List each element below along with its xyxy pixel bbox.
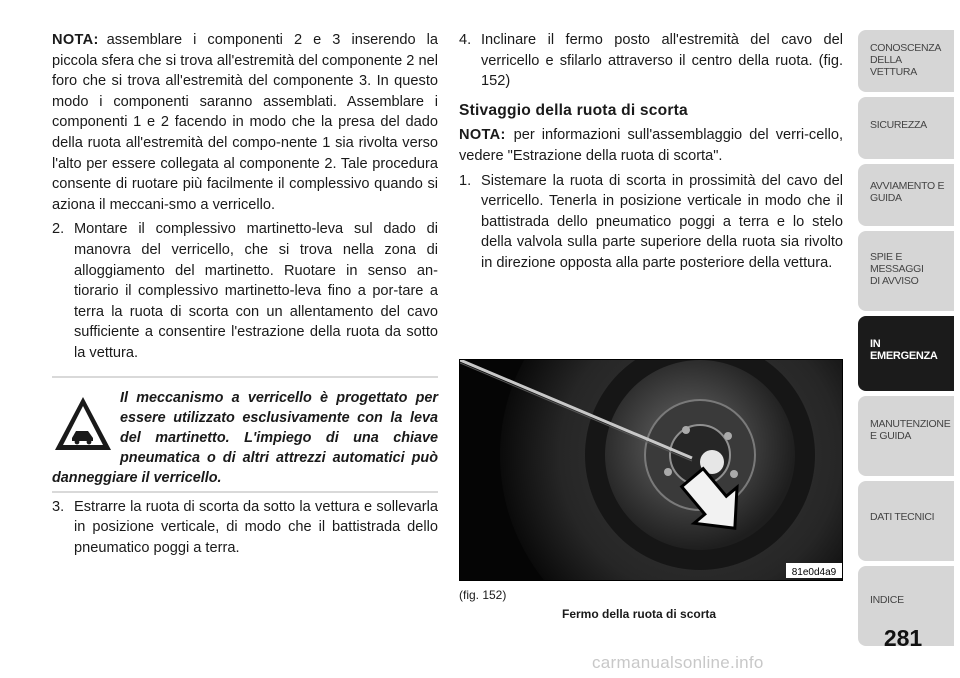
figure-caption: Fermo della ruota di scorta <box>562 607 717 621</box>
warning-box <box>52 376 438 493</box>
tab-label: DI AVVISO <box>870 275 919 287</box>
tab-conoscenza-della-vettura[interactable] <box>858 30 954 92</box>
tab-dati-tecnici[interactable] <box>858 481 954 561</box>
page-number: 281 <box>883 625 923 651</box>
tab-avviamento-e-guida[interactable] <box>858 164 954 226</box>
tab-label: INDICE <box>870 594 904 606</box>
figure-code: 81e0d4a9 <box>791 567 837 578</box>
nota-label: NOTA: <box>52 32 99 48</box>
tab-label: AVVIAMENTO E <box>870 180 945 192</box>
step-2 <box>52 219 438 363</box>
right-column <box>459 30 843 274</box>
tab-label: MANUTENZIONE <box>870 418 951 430</box>
tab-label: SICUREZZA <box>870 119 927 131</box>
tab-label: SPIE E <box>870 251 903 263</box>
figure-reference: (fig. 152) <box>459 588 507 602</box>
tab-label: IN <box>870 338 881 350</box>
nota-text: per informazioni sull'assemblaggio del verri-cello, vedere "Estrazione della ruota di scorta". <box>459 127 843 164</box>
tab-label: DELLA VETTURA <box>870 54 917 78</box>
watermark: carmanualsonline.info <box>592 653 764 672</box>
tab-spie-e-messaggi[interactable] <box>858 231 954 311</box>
nota-text: assemblare i componenti 2 e 3 inserendo la piccola sfera che si trova all'estremità del componente 2 nel foro che si trova all'estremità del componente 3. In questo modo i componenti saranno assemblati. Assemblare i componenti 1 e 2 facendo in modo che la presa del dado della ruota all'estremità del compo-nente 1 sia rivolta verso l'alto per essere collegata al componente 2. Tale procedura consente di ruotare più facilmente il complessivo quando si aziona il meccani-smo a verricello. <box>52 32 438 213</box>
warning-text: Il meccanismo a verricello è progettato per essere utilizzato esclusivamente con la leva del martinetto. L'impiego di una chiave pneumatica o di altri attrezzi automatici può danneggiare il verricello. <box>52 389 438 487</box>
step-text: Estrarre la ruota di scorta da sotto la vettura e sollevarla in posizione verticale, di modo che il battistrada dello pneumatico poggi a terra. <box>74 498 438 556</box>
tab-label: E GUIDA <box>870 430 912 442</box>
tab-label: MESSAGGI <box>870 263 924 275</box>
section-tabs <box>858 30 954 651</box>
step-4 <box>459 30 843 92</box>
step-number: 4. <box>459 32 472 48</box>
nota-paragraph <box>52 30 438 215</box>
tab-label: DATI TECNICI <box>870 511 935 523</box>
left-column <box>52 30 438 558</box>
wheel-illustration <box>460 360 843 581</box>
tab-label: EMERGENZA <box>870 350 938 362</box>
nota-label: NOTA: <box>459 127 506 144</box>
tab-label: CONOSCENZA <box>870 42 942 54</box>
step-1 <box>459 171 843 274</box>
warning-icon <box>52 394 114 454</box>
step-number: 3. <box>52 498 65 515</box>
section-heading: Stivaggio della ruota di scorta <box>459 101 688 119</box>
tab-in-emergenza[interactable] <box>858 316 954 391</box>
step-text: Inclinare il fermo posto all'estremità del cavo del verricello e sfilarlo attraverso il centro della ruota. (fig. 152) <box>481 32 843 90</box>
tab-sicurezza[interactable] <box>858 97 954 159</box>
step-3 <box>52 497 438 559</box>
tab-manutenzione-e-guida[interactable] <box>858 396 954 476</box>
step-number: 1. <box>459 172 472 189</box>
warning-divider <box>52 491 438 493</box>
tab-label: GUIDA <box>870 192 902 204</box>
step-text: Montare il complessivo martinetto-leva sul dado di manovra del verricello, che si trova nella zona di alloggiamento del martinetto. Ruotare in senso an-tiorario il complessivo martinetto-leva fino a por-tare a terra la ruota di scorta con un allentamento del cavo sufficiente a consentire l'estrazione della ruota da sotto la vettura. <box>74 221 438 361</box>
step-number: 2. <box>52 221 65 238</box>
spare-wheel-photo <box>459 359 843 581</box>
step-text: Sistemare la ruota di scorta in prossimità del cavo del verricello. Tenerla in posizione verticale in modo che il battistrada dello pneumatico poggi a terra e lo stelo della valvola sulla parte superiore della ruota sia rivolto in direzione opposta alla parte posteriore della vettura. <box>481 172 843 271</box>
nota-paragraph <box>459 125 843 166</box>
